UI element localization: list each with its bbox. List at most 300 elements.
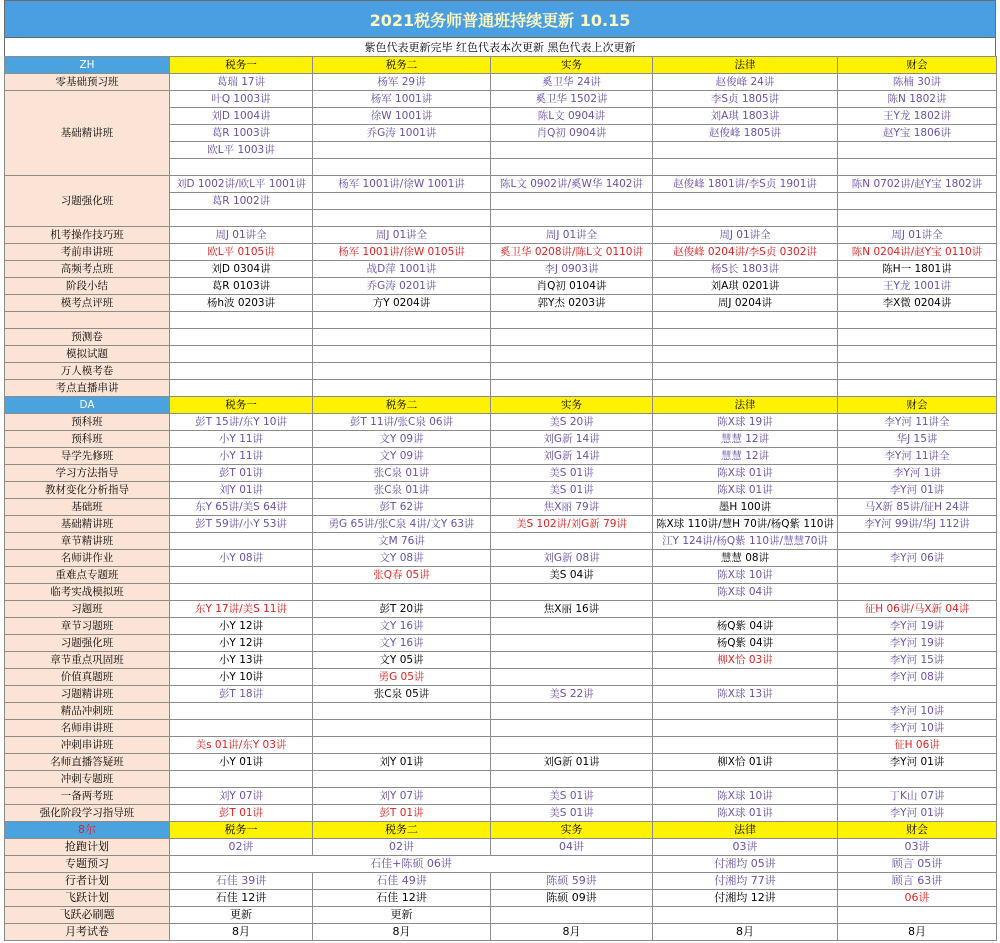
cell-shiwu: 肖Q初 0904讲 [491,125,653,142]
cell-falv: 陈X球 19讲 [653,414,838,431]
cell-shuiwu1 [170,584,313,601]
cell-caikuai: 赵Y宝 1806讲 [838,125,997,142]
cell-falv [653,907,838,924]
cell-caikuai: 李Y河 15讲 [838,652,997,669]
cell-shuiwu1: 小Y 11讲 [170,431,313,448]
cell-caikuai [838,346,997,363]
cell-caikuai: 王Y龙 1802讲 [838,108,997,125]
row-label: 零基础预习班 [5,74,170,91]
row-label: 章节重点巩固班 [5,652,170,669]
cell-falv [653,601,838,618]
cell-shiwu: 美S 04讲 [491,567,653,584]
cell-falv: 陈X球 10讲 [653,788,838,805]
column-header-shuiwu2: 税务二 [313,397,491,414]
cell-falv: 赵俊峰 24讲 [653,74,838,91]
cell-falv [653,380,838,397]
cell-falv: 付湘均 05讲 [653,856,838,873]
cell-shuiwu2: 文Y 09讲 [313,431,491,448]
row-label: 预测卷 [5,329,170,346]
row-label: 冲刺串讲班 [5,737,170,754]
cell-falv: 刘A琪 1803讲 [653,108,838,125]
cell-shiwu: 8月 [491,924,653,941]
cell-shuiwu2: 文Y 16讲 [313,618,491,635]
cell-caikuai: 陈H一 1801讲 [838,261,997,278]
row-label: 习题强化班 [5,176,170,227]
column-header-shuiwu2: 税务二 [313,822,491,839]
cell-shiwu: 陈硕 09讲 [491,890,653,907]
cell-shuiwu2: 彭T 20讲 [313,601,491,618]
cell-shuiwu1 [170,159,313,176]
cell-falv [653,329,838,346]
cell-shuiwu2: 勇G 05讲 [313,669,491,686]
color-legend: 紫色代表更新完毕 红色代表本次更新 黑色代表上次更新 [4,38,996,56]
cell-shiwu [491,193,653,210]
cell-falv: 陈X球 01讲 [653,805,838,822]
cell-shuiwu1 [170,346,313,363]
row-label: 习题精讲班 [5,686,170,703]
cell-caikuai [838,363,997,380]
cell-shiwu: 美S 102讲/刘G新 79讲 [491,516,653,533]
cell-shuiwu1: 周J 01讲全 [170,227,313,244]
row-label: 预科班 [5,414,170,431]
cell-caikuai: 李Y河 10讲 [838,703,997,720]
cell-falv: 陈X球 110讲/慧H 70讲/杨Q紫 110讲 [653,516,838,533]
cell-shuiwu2: 02讲 [313,839,491,856]
cell-caikuai: 李Y河 01讲 [838,754,997,771]
cell-falv [653,142,838,159]
cell-shuiwu2: 文M 76讲 [313,533,491,550]
cell-shiwu [491,907,653,924]
cell-shuiwu1: 东Y 65讲/美S 64讲 [170,499,313,516]
cell-shuiwu1 [170,533,313,550]
row-label: 预科班 [5,431,170,448]
column-header-shuiwu1: 税务一 [170,57,313,74]
row-label: 飞跃计划 [5,890,170,907]
cell-shiwu [491,142,653,159]
cell-shuiwu1: 刘D 1004讲 [170,108,313,125]
cell-falv: 刘A琪 0201讲 [653,278,838,295]
column-header-falv: 法律 [653,397,838,414]
row-label: 基础班 [5,499,170,516]
cell-falv: 柳X恰 01讲 [653,754,838,771]
cell-shuiwu1: 彭T 15讲/东Y 10讲 [170,414,313,431]
cell-caikuai: 李Y河 10讲 [838,720,997,737]
cell-shuiwu2 [313,720,491,737]
cell-shuiwu1 [170,312,313,329]
cell-shuiwu1: 小Y 01讲 [170,754,313,771]
cell-shiwu [491,720,653,737]
cell-falv [653,210,838,227]
cell-shuiwu2: 刘Y 07讲 [313,788,491,805]
row-label: 章节精讲班 [5,533,170,550]
cell-shiwu [491,584,653,601]
cell-shiwu [491,159,653,176]
cell-caikuai: 征H 06讲/马X新 04讲 [838,601,997,618]
cell-shiwu: 陈硕 59讲 [491,873,653,890]
cell-shuiwu1: 美s 01讲/东Y 03讲 [170,737,313,754]
cell-shuiwu1: 小Y 12讲 [170,618,313,635]
cell-shuiwu1: 刘D 1002讲/欧L平 1001讲 [170,176,313,193]
cell-falv: 慧慧 12讲 [653,431,838,448]
cell-shuiwu1: 石佳 12讲 [170,890,313,907]
cell-shiwu: 郭Y杰 0203讲 [491,295,653,312]
row-label: 基础精讲班 [5,91,170,176]
cell-shuiwu1: 小Y 10讲 [170,669,313,686]
cell-shuiwu2: 乔G涛 0201讲 [313,278,491,295]
row-label: 飞跃必刷题 [5,907,170,924]
cell-falv: 慧慧 08讲 [653,550,838,567]
row-label: 机考操作技巧班 [5,227,170,244]
row-label: 高频考点班 [5,261,170,278]
cell-shiwu [491,380,653,397]
cell-shiwu: 奚卫华 1502讲 [491,91,653,108]
cell-caikuai: 06讲 [838,890,997,907]
cell-falv: 周J 01讲全 [653,227,838,244]
cell-shuiwu1: 更新 [170,907,313,924]
cell-falv: 慧慧 12讲 [653,448,838,465]
row-label: 模考点评班 [5,295,170,312]
cell-caikuai [838,193,997,210]
cell-shuiwu1: 葛瑞 17讲 [170,74,313,91]
cell-shuiwu1: 叶Q 1003讲 [170,91,313,108]
cell-falv: 付湘均 77讲 [653,873,838,890]
cell-caikuai [838,907,997,924]
cell-shuiwu2: 杨军 1001讲/徐W 1001讲 [313,176,491,193]
cell-falv: 03讲 [653,839,838,856]
cell-falv: 赵俊峰 0204讲/李S贞 0302讲 [653,244,838,261]
cell-caikuai: 征H 06讲 [838,737,997,754]
cell-shuiwu1: 小Y 08讲 [170,550,313,567]
cell-falv: 赵俊峰 1801讲/李S贞 1901讲 [653,176,838,193]
row-label: 抢跑计划 [5,839,170,856]
cell-falv: 周J 0204讲 [653,295,838,312]
cell-shuiwu2: 徐W 1001讲 [313,108,491,125]
cell-falv [653,193,838,210]
cell-shiwu: 周J 01讲全 [491,227,653,244]
row-label: 月考试卷 [5,924,170,941]
cell-shuiwu1: 石佳 39讲 [170,873,313,890]
row-label: 习题强化班 [5,635,170,652]
cell-shuiwu1 [170,329,313,346]
cell-falv: 赵俊峰 1805讲 [653,125,838,142]
cell-shiwu: 刘G新 08讲 [491,550,653,567]
cell-shiwu [491,618,653,635]
cell-shiwu: 刘G新 14讲 [491,431,653,448]
cell-caikuai: 顾言 05讲 [838,856,997,873]
cell-shuiwu2 [313,737,491,754]
cell-caikuai: 王Y龙 1001讲 [838,278,997,295]
cell-shuiwu2: 勇G 65讲/张C泉 4讲/文Y 63讲 [313,516,491,533]
cell-shiwu: 肖Q初 0104讲 [491,278,653,295]
cell-falv [653,720,838,737]
row-label: 强化阶段学习指导班 [5,805,170,822]
row-label: 临考实战模拟班 [5,584,170,601]
cell-shiwu [491,635,653,652]
cell-shuiwu2: 张C泉 01讲 [313,465,491,482]
cell-shuiwu1: 02讲 [170,839,313,856]
cell-caikuai: 李Y河 19讲 [838,635,997,652]
cell-shuiwu2: 更新 [313,907,491,924]
cell-shuiwu1: 刘Y 01讲 [170,482,313,499]
row-label: 冲刺专题班 [5,771,170,788]
sheet-title: 2021税务师普通班持续更新 10.15 [4,0,996,38]
section-header-label: ZH [5,57,170,74]
cell-shuiwu2: 彭T 11讲/张C泉 06讲 [313,414,491,431]
cell-shuiwu2 [313,363,491,380]
cell-shuiwu1 [170,380,313,397]
cell-falv: 江Y 124讲/杨Q紫 110讲/慧慧70讲 [653,533,838,550]
column-header-shiwu: 实务 [491,57,653,74]
cell-shiwu: 陈L文 0902讲/奚W华 1402讲 [491,176,653,193]
cell-shiwu: 奚卫华 0208讲/陈L文 0110讲 [491,244,653,261]
cell-falv [653,159,838,176]
cell-falv: 陈X球 04讲 [653,584,838,601]
cell-shiwu [491,669,653,686]
cell-shuiwu2: 石佳 49讲 [313,873,491,890]
cell-caikuai: 李Y河 1讲 [838,465,997,482]
cell-shuiwu2 [313,210,491,227]
cell-shiwu [491,737,653,754]
cell-caikuai: 李Y河 19讲 [838,618,997,635]
cell-shuiwu2: 方Y 0204讲 [313,295,491,312]
cell-caikuai: 华J 15讲 [838,431,997,448]
cell-shuiwu1: 小Y 11讲 [170,448,313,465]
cell-shiwu: 刘G新 14讲 [491,448,653,465]
cell-shiwu: 陈L文 0904讲 [491,108,653,125]
cell-falv: 陈X球 13讲 [653,686,838,703]
row-label [5,312,170,329]
cell-caikuai [838,210,997,227]
row-label: 名师讲作业 [5,550,170,567]
cell-falv [653,363,838,380]
cell-shiwu: 刘G新 01讲 [491,754,653,771]
cell-shuiwu2: 张Q春 05讲 [313,567,491,584]
cell-caikuai: 周J 01讲全 [838,227,997,244]
cell-shuiwu1: 刘Y 07讲 [170,788,313,805]
cell-shiwu [491,329,653,346]
row-label: 模拟试题 [5,346,170,363]
cell-shiwu: 美S 22讲 [491,686,653,703]
cell-shuiwu2 [313,312,491,329]
row-label: 学习方法指导 [5,465,170,482]
row-label: 价值真题班 [5,669,170,686]
cell-caikuai: 李Y河 08讲 [838,669,997,686]
cell-wide: 石佳+陈硕 06讲 [170,856,653,873]
column-header-caikuai: 财会 [838,57,997,74]
cell-falv: 付湘均 12讲 [653,890,838,907]
cell-falv [653,669,838,686]
cell-caikuai: 丁K山 07讲 [838,788,997,805]
cell-shuiwu2: 战D萍 1001讲 [313,261,491,278]
cell-shuiwu1: 小Y 12讲 [170,635,313,652]
cell-shuiwu1: 杨h波 0203讲 [170,295,313,312]
cell-shuiwu1: 葛R 0103讲 [170,278,313,295]
cell-shuiwu2 [313,584,491,601]
row-label: 重难点专题班 [5,567,170,584]
cell-shuiwu2 [313,380,491,397]
column-header-shiwu: 实务 [491,822,653,839]
cell-caikuai: 顾言 63讲 [838,873,997,890]
cell-shuiwu2 [313,142,491,159]
cell-caikuai: 陈N 1802讲 [838,91,997,108]
cell-shiwu: 美S 20讲 [491,414,653,431]
cell-falv: 陈X球 01讲 [653,482,838,499]
cell-shuiwu1 [170,720,313,737]
cell-shuiwu1: 彭T 01讲 [170,465,313,482]
cell-shiwu [491,533,653,550]
cell-shuiwu2: 文Y 08讲 [313,550,491,567]
cell-caikuai: 李Y河 11讲全 [838,414,997,431]
row-label: 导学先修班 [5,448,170,465]
cell-shuiwu1: 彭T 18讲 [170,686,313,703]
cell-caikuai [838,329,997,346]
row-label: 一备两考班 [5,788,170,805]
cell-caikuai [838,567,997,584]
cell-falv: 柳X恰 03讲 [653,652,838,669]
cell-caikuai: 03讲 [838,839,997,856]
cell-falv: 杨Q紫 04讲 [653,635,838,652]
column-header-falv: 法律 [653,57,838,74]
cell-shuiwu2: 文Y 16讲 [313,635,491,652]
cell-shuiwu1: 刘D 0304讲 [170,261,313,278]
cell-caikuai: 陈N 0204讲/赵Y宝 0110讲 [838,244,997,261]
cell-shuiwu2: 杨军 1001讲/徐W 0105讲 [313,244,491,261]
cell-caikuai: 李X微 0204讲 [838,295,997,312]
column-header-shiwu: 实务 [491,397,653,414]
cell-caikuai [838,159,997,176]
column-header-shuiwu1: 税务一 [170,822,313,839]
cell-falv: 杨Q紫 04讲 [653,618,838,635]
cell-shuiwu2 [313,346,491,363]
cell-shiwu [491,771,653,788]
column-header-caikuai: 财会 [838,822,997,839]
row-label: 考点直播串讲 [5,380,170,397]
cell-caikuai: 陈N 0702讲/赵Y宝 1802讲 [838,176,997,193]
cell-shuiwu1 [170,363,313,380]
cell-falv: 杨S长 1803讲 [653,261,838,278]
section-header-label: DA [5,397,170,414]
cell-caikuai: 陈楠 30讲 [838,74,997,91]
cell-shuiwu1: 彭T 59讲/小Y 53讲 [170,516,313,533]
cell-shuiwu2 [313,159,491,176]
cell-shuiwu2 [313,329,491,346]
cell-caikuai: 李Y河 99讲/华J 112讲 [838,516,997,533]
cell-falv [653,346,838,363]
row-label: 基础精讲班 [5,516,170,533]
cell-caikuai [838,142,997,159]
cell-caikuai: 李Y河 06讲 [838,550,997,567]
cell-caikuai [838,584,997,601]
cell-shuiwu2 [313,703,491,720]
cell-shiwu: 奚卫华 24讲 [491,74,653,91]
row-label: 万人模考卷 [5,363,170,380]
cell-caikuai: 8月 [838,924,997,941]
cell-shuiwu2: 周J 01讲全 [313,227,491,244]
spreadsheet [4,0,996,941]
cell-shuiwu1 [170,771,313,788]
cell-shuiwu2: 彭T 62讲 [313,499,491,516]
cell-shiwu [491,210,653,227]
cell-shiwu: 焦X丽 79讲 [491,499,653,516]
cell-shuiwu1 [170,210,313,227]
cell-shuiwu2: 乔G涛 1001讲 [313,125,491,142]
cell-shuiwu1: 小Y 13讲 [170,652,313,669]
cell-shiwu: 焦X丽 16讲 [491,601,653,618]
column-header-shuiwu1: 税务一 [170,397,313,414]
row-label: 名师直播答疑班 [5,754,170,771]
cell-shiwu [491,363,653,380]
cell-shiwu: 美S 01讲 [491,465,653,482]
cell-falv [653,312,838,329]
cell-falv: 李S贞 1805讲 [653,91,838,108]
cell-shuiwu1: 葛R 1003讲 [170,125,313,142]
section-header-label: 8尔 [5,822,170,839]
cell-falv [653,703,838,720]
cell-caikuai: 李Y河 01讲 [838,805,997,822]
row-label: 行者计划 [5,873,170,890]
cell-shuiwu2: 8月 [313,924,491,941]
row-label: 精品冲刺班 [5,703,170,720]
row-label: 名师串讲班 [5,720,170,737]
cell-shiwu: 李J 0903讲 [491,261,653,278]
cell-shiwu [491,346,653,363]
cell-shuiwu1 [170,703,313,720]
cell-shiwu: 04讲 [491,839,653,856]
cell-shuiwu2 [313,193,491,210]
row-label: 专题预习 [5,856,170,873]
cell-shiwu [491,312,653,329]
cell-shuiwu1: 葛R 1002讲 [170,193,313,210]
column-header-caikuai: 财会 [838,397,997,414]
cell-falv [653,737,838,754]
row-label: 考前串讲班 [5,244,170,261]
cell-caikuai [838,312,997,329]
cell-shiwu [491,703,653,720]
cell-shuiwu1 [170,567,313,584]
cell-shuiwu1: 彭T 01讲 [170,805,313,822]
cell-shuiwu2 [313,771,491,788]
row-label: 教材变化分析指导 [5,482,170,499]
column-header-falv: 法律 [653,822,838,839]
cell-falv: 陈X球 10讲 [653,567,838,584]
course-table [4,56,997,941]
cell-shuiwu2: 文Y 05讲 [313,652,491,669]
cell-shuiwu2: 杨军 1001讲 [313,91,491,108]
cell-shuiwu2: 张C泉 05讲 [313,686,491,703]
cell-shuiwu2: 刘Y 01讲 [313,754,491,771]
cell-falv: 8月 [653,924,838,941]
row-label: 习题班 [5,601,170,618]
cell-falv: 陈X球 01讲 [653,465,838,482]
cell-caikuai: 李Y河 11讲全 [838,448,997,465]
cell-shuiwu2: 石佳 12讲 [313,890,491,907]
cell-caikuai: 李Y河 01讲 [838,482,997,499]
cell-caikuai [838,380,997,397]
cell-caikuai: 马X新 85讲/征H 24讲 [838,499,997,516]
cell-shiwu: 美S 01讲 [491,482,653,499]
column-header-shuiwu2: 税务二 [313,57,491,74]
cell-caikuai [838,771,997,788]
cell-shuiwu2: 文Y 09讲 [313,448,491,465]
cell-shiwu: 美S 01讲 [491,805,653,822]
cell-shiwu [491,652,653,669]
cell-shiwu: 美S 01讲 [491,788,653,805]
cell-caikuai [838,686,997,703]
cell-falv [653,771,838,788]
cell-shuiwu2: 张C泉 01讲 [313,482,491,499]
row-label: 阶段小结 [5,278,170,295]
cell-shuiwu1: 欧L平 0105讲 [170,244,313,261]
